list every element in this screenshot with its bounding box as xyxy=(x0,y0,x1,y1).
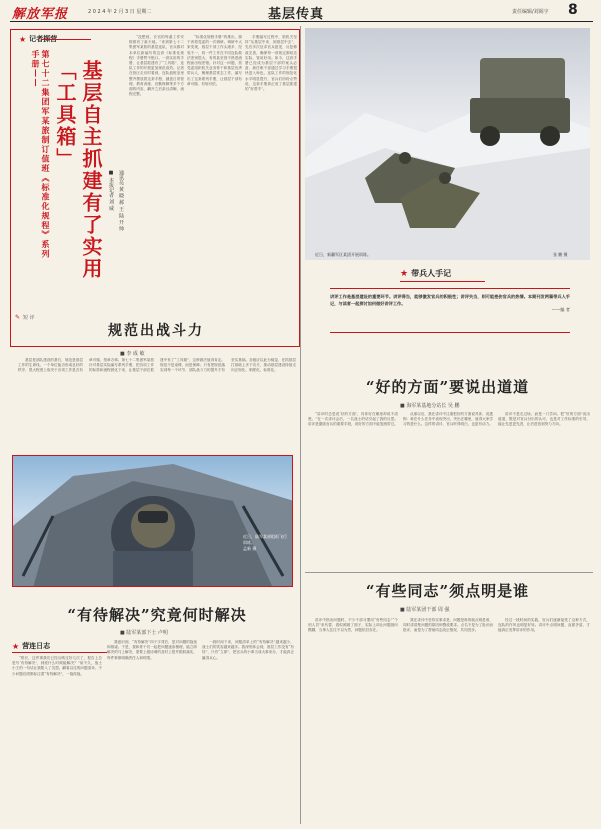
story-2-tag-rule xyxy=(12,652,107,653)
right-column-tag: ★ 带兵人手记 xyxy=(400,268,452,279)
feature-column-3: 手册编写过程中，旅机关坚持“从基层中来、到基层中去”，先后多次征求官兵意见，反复修改完善，确保每一项规定都贴近实际、管用好用。如今，这套手册已经成为基层干部的案头必备，新任职干部通过学习手册很快进入角色，连队工作的规范化水平明显提升，官兵们纷纷点赞说，这套手册真正成了基层抓建的“好帮手”。 xyxy=(245,35,297,92)
star-icon: ★ xyxy=(19,34,27,44)
intro-text: 讲评工作是基层建设的重要环节。讲评得当，能够激发官兵的积极性；讲评失当，则可能挫伤官兵的热情。本期刊发两篇带兵人手记，与读者一起探讨如何做好讲评工作。 xyxy=(330,294,570,306)
aircraft-cockpit-photo xyxy=(13,456,293,587)
story-4-headline: “有些同志”须点明是谁 xyxy=(365,582,530,600)
pencil-icon: ✎ xyxy=(15,314,21,321)
feature-column-2: “标准化规程手册”的推出，源于该旅党委的一次调研。调研中大家发现，基层干部工作头绪多、经验不一，同一件工作在不同连队做法差别很大，有的甚至因不熟悉流程而出现差错。针对这一问题，旅党委组织机关业务骨干和基层优秀带兵人，梳理基层常态工作，编写出了这套系列手册，让基层干部有章可循、有规可依。 xyxy=(187,35,242,86)
series-note: 第七十二集团军某旅制订值班《标准化规程》系列手册—— xyxy=(31,50,51,259)
section-title: 基层传真 xyxy=(268,7,325,22)
center-divider xyxy=(300,26,301,824)
editorial-title: 规范出战斗力 xyxy=(108,323,204,339)
story-4-column-2: 我在讲评中坚持实事求是，问题是谁的就点明是谁，同时讲清楚问题的原因和整改要求。点名不是为了批评而批评，而是为了帮助同志改正错误、共同进步。 xyxy=(403,618,493,633)
page-number: 8 xyxy=(568,2,578,18)
right-photo-credit: 张 鹏 摄 xyxy=(553,252,568,257)
middle-photo-caption: 近日，陆军某部组织飞行训练。 孟新 摄 xyxy=(243,534,287,551)
feature-column-1: “没想到，长官的每番工作安排都有了新天地。”来到第七十二集团军某旅的基层连队，官兵都对本单位新编写的这套《标准化规程》手册赞不绝口。一套实用的手册，让基层抓建有了“工具箱”，连队工作的开展更加规范高效。记者在营区走访时看到，连队值班室里整齐摆放着这套手册，涵盖日常管理、教育训练、后勤保障等多个方面的内容，翻开之后条目清晰、流程完整。 xyxy=(129,35,184,97)
story-2-column-1: “排长，这件事我们已经反映过好几次了，报告上总是写‘有待解决’，到底什么时候能解决？”前不久，战士小王的一句话让我陷入了沉思。翻看以往的问题清单，不少问题后面都标注着“有待解决”，一拖再拖。 xyxy=(12,656,102,676)
story-3-column-3: 讲评不是走过场，而是一门学问。把“好的方面”说出道道，既是对官兵付出的认可，也是对工作标准的引导，能让先进更先进，让后进找到努力方向。 xyxy=(498,412,590,427)
story-2-byline: ■ 陆军某部下士 卢明 xyxy=(120,630,168,636)
right-tag-rule xyxy=(400,281,485,282)
feature-headline: 基层自主抓建有了实用「工具箱」 xyxy=(53,60,103,280)
story-4-column-1: 讲评中指出问题时，不少干部习惯用“有些同志”“个别人员”来代替，看似照顾了面子，实际上却让问题指向模糊，当事人往往不以为然，问题依旧存在。 xyxy=(308,618,398,633)
story-3-column-2: 从那以后，我在讲评中注重把好的方面说具体、说透彻：谁在什么任务中表现突出，突出在哪里，值得大家学习的是什么。这样的讲评，官兵听得明白，也更有动力。 xyxy=(403,412,493,427)
star-icon: ★ xyxy=(12,641,20,651)
star-icon: ★ xyxy=(400,268,409,279)
story-3-headline: “好的方面”要说出道道 xyxy=(365,378,530,396)
story-2-column-2: 我意识到，“有待解决”四个字背后，是对问题的拖延和推诿。于是，我和骨干们一起把问题逐条梳理，能立即解决的马上解决，需要上级协调的及时上报并跟踪落实，每件事都明确责任人和时限。 xyxy=(107,640,197,660)
story-3-byline: ■ 海军某基地分站长 吴 鹏 xyxy=(400,403,460,409)
feature-byline-2: 通讯员 黄 晓 郝 王 陆 开 帅 xyxy=(118,170,124,232)
intro-box xyxy=(330,288,570,333)
right-section-rule xyxy=(305,572,593,573)
right-photo-caption: 近日，新疆军区某团开展训练。 xyxy=(315,252,371,257)
editor-line: 责任编辑/刘阁宇 xyxy=(512,9,549,15)
middle-photo-frame xyxy=(12,455,293,587)
intro-signature: ——编 者 xyxy=(551,307,570,312)
story-4-column-3: 经过一段时间的实践，官兵们逐渐接受了这种方式，连队的作风也明显好转。讲评中点明问题、直面矛盾，才能真正发挥讲评的作用。 xyxy=(498,618,590,633)
editorial-byline: ■ 李 成 敏 xyxy=(120,351,145,357)
armored-vehicle-photo xyxy=(305,28,590,260)
story-2-column-3: 一段时间下来，问题清单上的“有待解决”越来越少，战士们的笑容越来越多。我深刻体会到，基层工作没有“有待”，只有“立即”，把官兵的小事当成大事来办，才能真正赢得兵心。 xyxy=(202,640,294,660)
right-photo-frame xyxy=(305,28,590,260)
masthead-rule xyxy=(10,21,593,22)
story-4-byline: ■ 陆军某团干部 周 强 xyxy=(400,607,450,613)
feature-box xyxy=(10,29,300,347)
date-line: 2 0 2 4 年 2 月 3 日 星期二 xyxy=(88,9,152,15)
newspaper-logo: 解放军报 xyxy=(12,7,69,22)
kicker-rule xyxy=(41,39,91,40)
section-tag: ✎ 短 评 xyxy=(15,314,35,321)
story-2-column-tag: ★ 营连日志 xyxy=(12,641,51,651)
masthead xyxy=(0,0,601,22)
editorial-body: 基层是部队建设的基石，规范是基层工作的生命线。一个单位能否形成良好的秩序，很大程度上取决于各项工作是否有章可循、按章办事。第七十二集团军某旅针对基层实际编写系列手册，把各项工作的标准和流程固化下来，让基层干部在抓建中有了“工具箱”，这种做法值得肯定。规范不是束缚，而是保障；只有把规范落实到每一个环节，部队战斗力的提升才有坚实基础。各级应以此为镜鉴，在抓基层打基础上多下功夫，推动基层建设持续走向正规化、制度化、标准化。 xyxy=(18,358,296,373)
feature-byline: ■ 本报记者 刘 威 xyxy=(108,170,114,211)
story-3-column-1: “讲评时总是说‘好的方面’，具体好在哪里却说不清楚。”在一次讲评会后，一名战士的话引起了我的反思。讲评是激励官兵的重要手段，说好的方面不能笼统带过。 xyxy=(308,412,398,427)
story-2-headline: “有待解决”究竟何时解决 xyxy=(67,606,247,624)
feature-kicker: ★ 记者探营 xyxy=(19,34,58,44)
